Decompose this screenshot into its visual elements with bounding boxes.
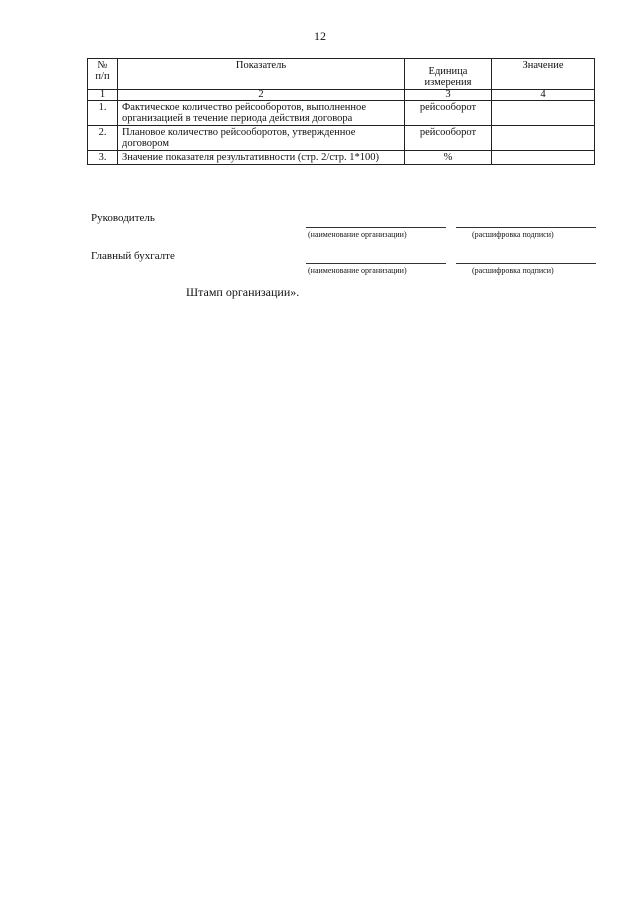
caption-signature: (расшифровка подписи): [472, 230, 554, 239]
row-number: 2.: [88, 126, 118, 151]
caption-org: (наименование организации): [308, 266, 407, 275]
column-index: 4: [492, 90, 595, 101]
value-cell: [492, 101, 595, 126]
header-unit: Единица измерения: [405, 59, 492, 90]
table-header-row: [88, 59, 595, 90]
header-value: Значение: [492, 59, 595, 90]
indicator-cell: Значение показателя результативности (стр. 2/стр. 1*100): [118, 151, 405, 165]
header-indicator: Показатель: [118, 59, 405, 90]
signature-line-name: [456, 263, 596, 264]
indicator-cell: Плановое количество рейсооборотов, утвержденное договором: [118, 126, 405, 151]
signature-label-accountant: Главный бухгалте: [91, 250, 175, 262]
value-cell: [492, 126, 595, 151]
row-number: 3.: [88, 151, 118, 165]
table-row: [88, 151, 595, 165]
performance-table: [87, 58, 595, 165]
column-index: 3: [405, 90, 492, 101]
caption-org: (наименование организации): [308, 230, 407, 239]
signature-line-org: [306, 227, 446, 228]
organization-stamp-note: Штамп организации».: [186, 285, 300, 299]
table-row: [88, 101, 595, 126]
table-row: [88, 126, 595, 151]
unit-cell: %: [405, 151, 492, 165]
unit-cell: рейсооборот: [405, 101, 492, 126]
column-index: 1: [88, 90, 118, 101]
caption-signature: (расшифровка подписи): [472, 266, 554, 275]
value-cell: [492, 151, 595, 165]
unit-cell: рейсооборот: [405, 126, 492, 151]
indicator-cell: Фактическое количество рейсооборотов, выполненное организацией в течение периода действия договора: [118, 101, 405, 126]
signature-line-name: [456, 227, 596, 228]
header-number: № п/п: [88, 59, 118, 90]
signature-line-org: [306, 263, 446, 264]
page-number: 12: [314, 29, 326, 43]
signature-label-director: Руководитель: [91, 212, 155, 224]
row-number: 1.: [88, 101, 118, 126]
column-index-row: [88, 90, 595, 101]
column-index: 2: [118, 90, 405, 101]
